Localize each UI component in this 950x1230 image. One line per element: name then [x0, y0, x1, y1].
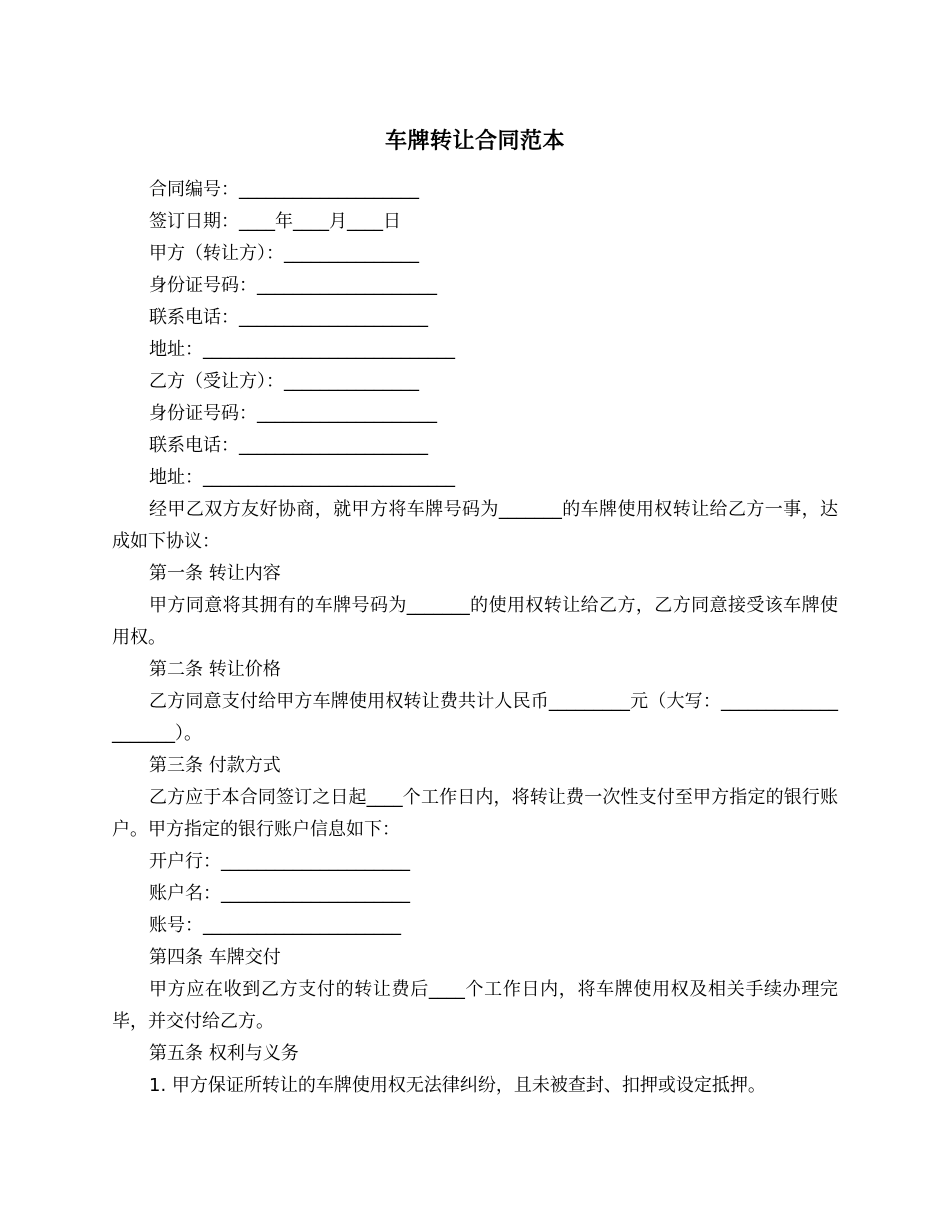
party-b-id-line: 身份证号码：____________________ — [149, 403, 437, 424]
intro-paragraph: 经甲乙双方友好协商，就甲方将车牌号码为_______的车牌使用权转让给乙方一事，达成如下协议： — [112, 499, 838, 552]
article-4-heading: 第四条 车牌交付 — [149, 947, 281, 968]
article-2-heading: 第二条 转让价格 — [149, 659, 281, 680]
account-number-line: 账号：______________________ — [149, 915, 401, 936]
document-title: 车牌转让合同范本 — [384, 129, 565, 154]
party-b-line: 乙方（受让方）：_______________ — [149, 371, 419, 392]
sign-date-line: 签订日期：____年____月____日 — [149, 211, 401, 232]
article-3-heading: 第三条 付款方式 — [149, 755, 281, 776]
party-b-phone-line: 联系电话：_____________________ — [149, 435, 428, 456]
contract-number-line: 合同编号：____________________ — [149, 179, 419, 200]
article-1-text: 甲方同意将其拥有的车牌号码为_______的使用权转让给乙方，乙方同意接受该车牌使用权。 — [112, 595, 838, 648]
article-5-item-1: 1. 甲方保证所转让的车牌使用权无法律纠纷，且未被查封、扣押或设定抵押。 — [149, 1075, 766, 1096]
party-b-address-line: 地址：____________________________ — [149, 467, 455, 488]
article-4-text: 甲方应在收到乙方支付的转让费后____个工作日内，将车牌使用权及相关手续办理完毕，并交付给乙方。 — [112, 979, 838, 1032]
party-a-line: 甲方（转让方）：_______________ — [149, 243, 419, 264]
bank-name-line: 开户行：_____________________ — [149, 851, 410, 872]
document-body — [112, 174, 838, 1102]
article-1-heading: 第一条 转让内容 — [149, 563, 281, 584]
article-3-text: 乙方应于本合同签订之日起____个工作日内，将转让费一次性支付至甲方指定的银行账户。甲方指定的银行账户信息如下： — [112, 787, 838, 840]
party-a-address-line: 地址：____________________________ — [149, 339, 455, 360]
article-5-heading: 第五条 权利与义务 — [149, 1043, 299, 1064]
party-a-phone-line: 联系电话：_____________________ — [149, 307, 428, 328]
party-a-id-line: 身份证号码：____________________ — [149, 275, 437, 296]
account-name-line: 账户名：_____________________ — [149, 883, 410, 904]
article-2-text: 乙方同意支付给甲方车牌使用权转让费共计人民币_________元（大写：____________________）。 — [112, 691, 838, 744]
